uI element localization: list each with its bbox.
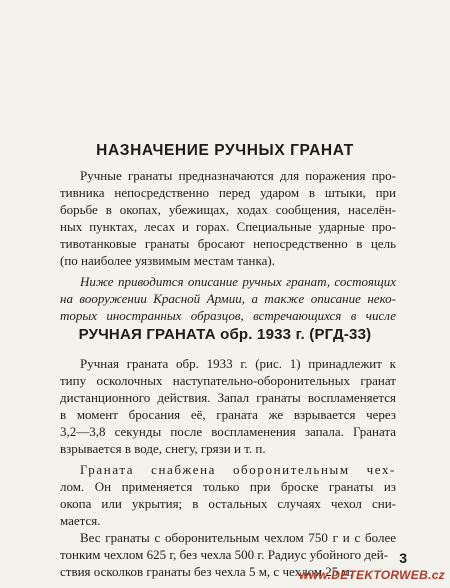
text-line: ных пунктах, лесах и горах. Специальные ударные про- — [60, 219, 396, 234]
text-line: тивотанковые гранаты бросают непосредственно в цель — [60, 236, 396, 251]
text-line: Граната снабжена оборонительным чех- — [80, 462, 396, 477]
text-line: типу осколочных наступательно-оборонительных гранат — [60, 373, 396, 388]
text-line: лом. Он применяется только при броске гранаты из — [60, 479, 396, 494]
text-line: Ручная граната обр. 1933 г. (рис. 1) принадлежит к — [80, 356, 396, 371]
text-line: ствия осколков гранаты без чехла 5 м, с чехлом 25 м. — [60, 564, 354, 579]
text-line: (по наиболее уязвимым местам танка). — [60, 253, 275, 268]
text-line: дистанционного действия. Запал гранаты воспламеняется — [60, 390, 396, 405]
section-heading-purpose: НАЗНАЧЕНИЕ РУЧНЫХ ГРАНАТ — [96, 142, 354, 159]
text-line: торых иностранных образцов, встречающихся в числе — [60, 308, 396, 323]
text-line: Вес гранаты с оборонительным чехлом 750 г и с более — [80, 530, 396, 545]
text-line: мается. — [60, 513, 101, 528]
text-line: борьбе в окопах, убежищах, ходах сообщения, населён- — [60, 202, 396, 217]
text-line: взрывается в воде, снегу, грязи и т. п. — [60, 441, 266, 456]
text-line: Ручные гранаты предназначаются для поражения про- — [80, 168, 396, 183]
text-line: 3,2—3,8 секунды после воспламенения запала. Граната — [60, 424, 396, 439]
text-line: тивника непосредственно перед ударом в штыки, при — [60, 185, 396, 200]
text-line: на вооружении Красной Армии, а также описание неко- — [60, 291, 396, 306]
page-number: 3 — [399, 550, 407, 566]
text-line: в момент бросания её, граната же взрывается через — [60, 407, 396, 422]
text-line: Ниже приводится описание ручных гранат, состоящих — [80, 274, 396, 289]
text-line: тонким чехлом 625 г, без чехла 500 г. Радиус убойного дей- — [60, 547, 389, 562]
text-line: окопа или укрытия; в остальных случаях чехол сни- — [60, 496, 396, 511]
watermark: www.DETEKTORWEB.cz — [299, 568, 445, 582]
section-heading-rgd33: РУЧНАЯ ГРАНАТА обр. 1933 г. (РГД-33) — [78, 326, 372, 343]
